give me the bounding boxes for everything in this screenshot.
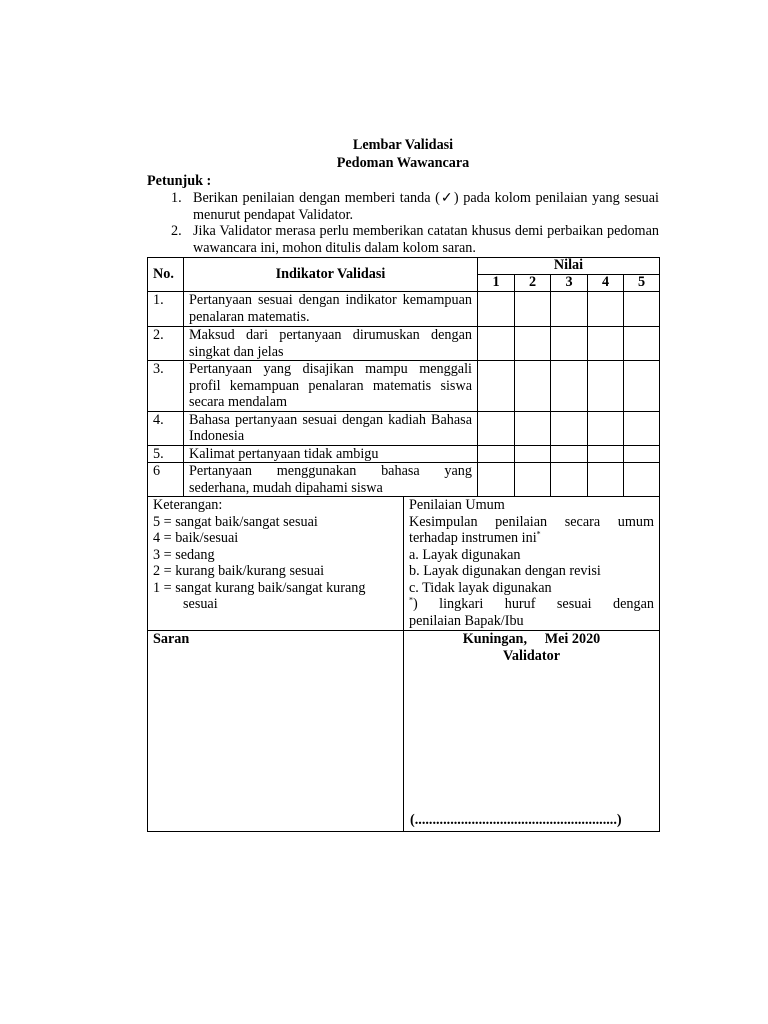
header-no: No.	[148, 258, 184, 292]
doc-subtitle: Pedoman Wawancara	[336, 155, 470, 171]
score-cell[interactable]	[624, 463, 660, 497]
score-header-1: 1	[478, 275, 515, 292]
score-cell[interactable]	[515, 327, 551, 361]
score-cell[interactable]	[588, 361, 624, 412]
score-cell[interactable]	[478, 463, 515, 497]
row-indicator: Pertanyaan yang disajikan mampu menggali profil kemampuan penalaran matematis siswa secara mendalam	[184, 361, 478, 412]
score-cell[interactable]	[551, 327, 588, 361]
row-number: 3.	[148, 361, 184, 412]
place-date: Kuningan, Mei 2020	[462, 631, 601, 647]
table-row	[148, 327, 660, 361]
score-cell[interactable]	[515, 361, 551, 412]
score-cell[interactable]	[551, 463, 588, 497]
keterangan-item: 3 = sedang	[153, 546, 215, 563]
score-cell[interactable]	[588, 327, 624, 361]
row-number: 1.	[148, 292, 184, 327]
validator-cell	[404, 631, 660, 832]
instruction-text: Berikan penilaian dengan memberi tanda (✓) pada kolom penilaian yang sesuai menurut pendapat Validator.	[193, 190, 659, 223]
keterangan-cell	[148, 497, 404, 631]
instruction-text: Jika Validator merasa perlu memberikan catatan khusus demi perbaikan pedoman wawancara ini, mohon ditulis dalam kolom saran.	[193, 223, 659, 256]
header-indicator: Indikator Validasi	[184, 258, 478, 292]
score-cell[interactable]	[624, 445, 660, 463]
score-cell[interactable]	[588, 445, 624, 463]
score-header-4: 4	[588, 275, 624, 292]
penilaian-option-c[interactable]: c. Tidak layak digunakan	[409, 579, 552, 596]
row-number: 6	[148, 463, 184, 497]
signature-line: (.........................................................)	[410, 811, 622, 828]
penilaian-cell	[404, 497, 660, 631]
penilaian-note	[409, 596, 654, 613]
row-number: 4.	[148, 411, 184, 445]
asterisk-mark: *	[409, 595, 413, 605]
score-cell[interactable]	[588, 463, 624, 497]
penilaian-line: Kesimpulan penilaian secara umum	[409, 513, 654, 530]
petunjuk-label: Petunjuk :	[147, 173, 212, 189]
keterangan-label: Keterangan:	[153, 497, 223, 513]
score-cell[interactable]	[551, 292, 588, 327]
asterisk-mark: *	[536, 529, 541, 539]
instruction-item	[147, 190, 659, 223]
score-cell[interactable]	[551, 411, 588, 445]
info-table	[147, 496, 660, 832]
instruction-number: 1.	[171, 190, 182, 206]
penilaian-option-a[interactable]: a. Layak digunakan	[409, 546, 521, 563]
score-cell[interactable]	[551, 445, 588, 463]
document-page	[147, 136, 659, 832]
row-indicator: Bahasa pertanyaan sesuai dengan kadiah Bahasa Indonesia	[184, 411, 478, 445]
score-cell[interactable]	[515, 292, 551, 327]
header-nilai: Nilai	[478, 258, 660, 275]
keterangan-item: 4 = baik/sesuai	[153, 530, 239, 546]
table-row	[148, 411, 660, 445]
validator-label: Validator	[502, 647, 561, 664]
score-cell[interactable]	[478, 411, 515, 445]
table-row	[148, 361, 660, 412]
score-cell[interactable]	[515, 411, 551, 445]
penilaian-line-text: terhadap instrumen ini	[409, 530, 537, 546]
score-cell[interactable]	[515, 463, 551, 497]
penilaian-label: Penilaian Umum	[409, 497, 505, 513]
instruction-number: 2.	[171, 223, 182, 239]
keterangan-item: 5 = sangat baik/sangat sesuai	[153, 513, 318, 530]
score-cell[interactable]	[588, 292, 624, 327]
row-indicator: Pertanyaan sesuai dengan indikator kemampuan penalaran matematis.	[184, 292, 478, 327]
instruction-item	[147, 223, 659, 256]
keterangan-item: 2 = kurang baik/kurang sesuai	[153, 563, 325, 579]
score-cell[interactable]	[478, 445, 515, 463]
score-header-5: 5	[624, 275, 660, 292]
score-cell[interactable]	[515, 445, 551, 463]
row-number: 2.	[148, 327, 184, 361]
score-header-3: 3	[551, 275, 588, 292]
score-cell[interactable]	[551, 361, 588, 412]
doc-title: Lembar Validasi	[352, 137, 454, 153]
score-cell[interactable]	[478, 361, 515, 412]
row-indicator: Pertanyaan menggunakan bahasa yang sederhana, mudah dipahami siswa	[184, 463, 478, 497]
penilaian-note-text: ) lingkari huruf sesuai dengan	[413, 596, 654, 612]
score-cell[interactable]	[478, 292, 515, 327]
score-cell[interactable]	[588, 411, 624, 445]
saran-label: Saran	[153, 631, 190, 647]
score-cell[interactable]	[624, 327, 660, 361]
keterangan-item-cont: sesuai	[183, 596, 218, 612]
validation-table	[147, 257, 660, 497]
penilaian-note-cont: penilaian Bapak/Ibu	[409, 612, 524, 629]
penilaian-option-b[interactable]: b. Layak digunakan dengan revisi	[409, 563, 601, 579]
penilaian-line	[409, 530, 654, 547]
score-header-2: 2	[515, 275, 551, 292]
table-row	[148, 463, 660, 497]
score-cell[interactable]	[624, 411, 660, 445]
row-number: 5.	[148, 445, 184, 463]
keterangan-item: 1 = sangat kurang baik/sangat kurang	[153, 579, 366, 596]
score-cell[interactable]	[478, 327, 515, 361]
row-indicator: Maksud dari pertanyaan dirumuskan dengan singkat dan jelas	[184, 327, 478, 361]
table-row	[148, 292, 660, 327]
score-cell[interactable]	[624, 292, 660, 327]
row-indicator: Kalimat pertanyaan tidak ambigu	[184, 445, 478, 463]
table-row	[148, 445, 660, 463]
instruction-list	[147, 190, 659, 256]
saran-cell[interactable]	[148, 631, 404, 832]
score-cell[interactable]	[624, 361, 660, 412]
